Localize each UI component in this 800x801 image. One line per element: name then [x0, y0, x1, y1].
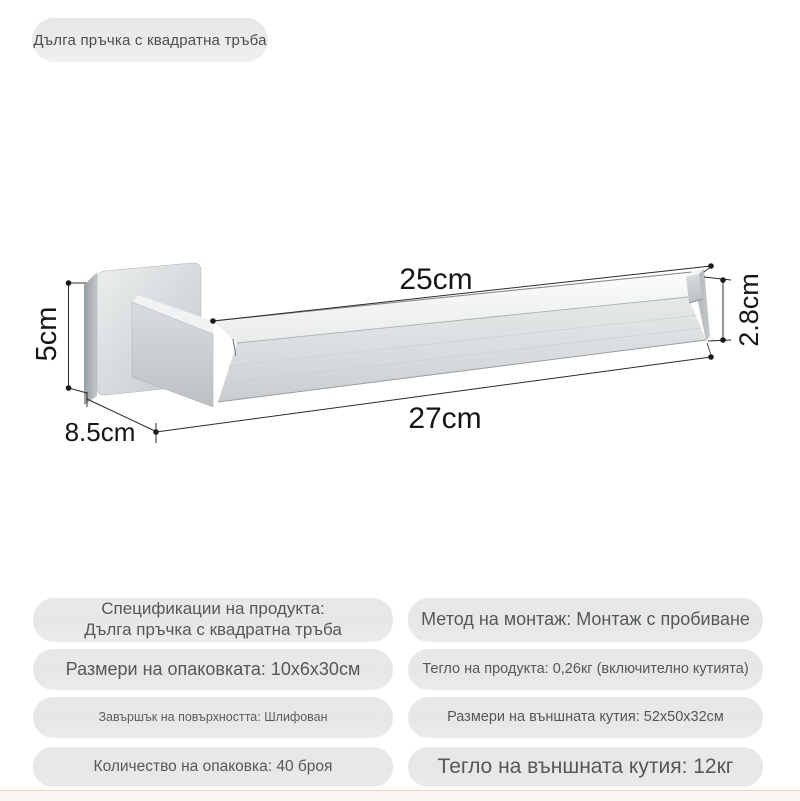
spec-package-quantity [33, 747, 393, 787]
spec-outer-box-weight [408, 747, 763, 787]
spec-product-title [33, 598, 393, 642]
spec-outer-box-size [408, 697, 763, 738]
spec-line: Дълга пръчка с квадратна тръба [84, 620, 342, 639]
spec-line: Спецификации на продукта: [101, 599, 325, 619]
next-section-edge [0, 790, 800, 801]
dimension-label-5cm: 5cm [31, 306, 63, 362]
spec-line: Размери на опаковката: 10x6x30см [65, 658, 361, 679]
spec-product-weight [408, 649, 763, 690]
spec-line: Метод на монтаж: Монтаж с пробиване [421, 609, 750, 630]
spec-line: Количество на опаковка: 40 броя [93, 757, 333, 775]
spec-line: Завършък на повърхността: Шлифован [98, 709, 328, 724]
spec-mounting-method [408, 598, 763, 642]
product-name-label: Дълга пръчка с квадратна тръба [33, 31, 267, 49]
dimension-label-27cm: 27cm [408, 402, 482, 435]
spec-line: Размери на външната кутия: 52x50x32см [447, 708, 724, 725]
plate-side-face [84, 272, 97, 405]
spec-line: Тегло на външната кутия: 12кг [437, 755, 734, 779]
spec-package-size [33, 649, 393, 690]
dimension-label-8-5cm: 8.5cm [64, 417, 136, 447]
dimension-label-25cm: 25cm [399, 263, 473, 296]
dimension-label-2-8cm: 2.8cm [734, 273, 764, 347]
spec-surface-finish [33, 697, 393, 738]
spec-line: Тегло на продукта: 0,26кг (включително кутията) [422, 660, 749, 677]
